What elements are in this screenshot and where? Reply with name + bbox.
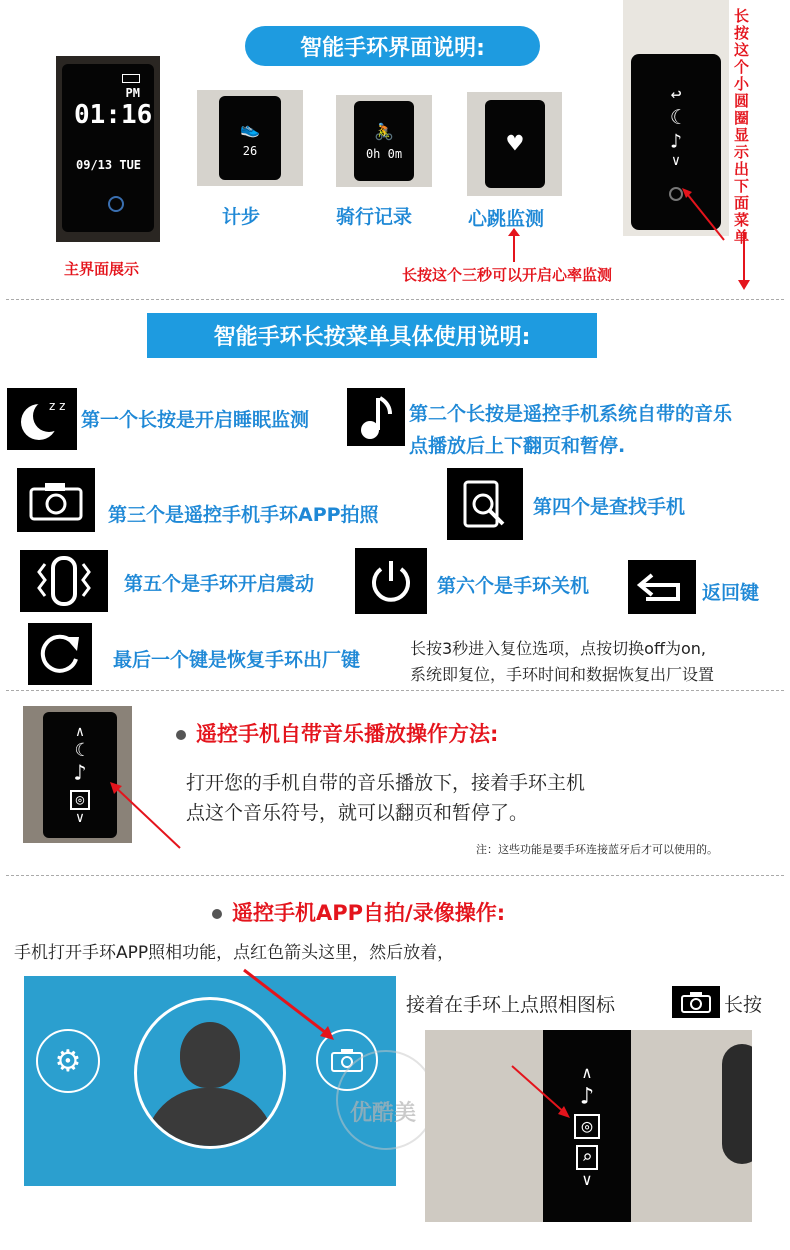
watermark-text: 优酷美 <box>350 1101 417 1126</box>
watermark-ring <box>336 1050 436 1150</box>
chevron-down-icon-music: ∨ <box>75 810 85 826</box>
section2-title: 智能手环长按菜单具体使用说明: <box>147 313 597 358</box>
camera-icon <box>17 468 95 532</box>
main-screen-photo <box>56 56 160 242</box>
heart-photo <box>467 92 562 196</box>
music-icon-small: ♪ <box>669 128 683 153</box>
bicycle-icon: 🚴 <box>374 121 394 141</box>
chevron-down-icon-2: ∨ <box>582 1170 592 1189</box>
heart-screen <box>485 100 545 188</box>
item6-text: 第六个是手环关机 <box>437 575 590 597</box>
music-icon-2: ♪ <box>579 1082 595 1110</box>
divider-1 <box>6 299 784 300</box>
battery-icon <box>122 74 140 83</box>
item8-text: 最后一个键是恢复手环出厂键 <box>113 649 361 671</box>
steps-screen <box>219 96 281 180</box>
power-icon <box>355 548 427 614</box>
music-pointer-arrow <box>108 780 184 852</box>
reset-note-1: 长按3秒进入复位选项，点按切换off为on, <box>410 639 707 658</box>
svg-text:z z: z z <box>49 399 66 413</box>
divider-2 <box>6 690 784 691</box>
main-screen <box>62 64 154 232</box>
camera-band-screen <box>543 1030 631 1222</box>
music-band-screen <box>43 712 117 838</box>
section1-title: 智能手环界面说明: <box>245 26 540 66</box>
section3-title <box>176 718 498 748</box>
camera-icon-inline <box>672 986 720 1018</box>
moon-icon-small: ☾ <box>669 104 683 129</box>
camera-icon-music: ◎ <box>70 790 90 810</box>
ride-label: 骑行记录 <box>336 206 413 228</box>
ride-photo <box>336 95 432 187</box>
chevron-up-icon-2: ∧ <box>582 1063 592 1082</box>
camera-band-photo <box>425 1030 752 1222</box>
camera-icon-2: ◎ <box>574 1114 601 1139</box>
item5-text: 第五个是手环开启震动 <box>124 573 315 595</box>
screen-time: 01:16 <box>74 100 153 130</box>
music-note-icon <box>347 388 405 446</box>
music-icon-music: ♪ <box>73 761 87 786</box>
item7-text: 返回键 <box>702 582 760 604</box>
section4-line1: 手机打开手环APP照相功能，点红色箭头这里，然后放着， <box>14 943 455 963</box>
screen-pm: PM <box>125 86 140 100</box>
dark-device-object <box>722 1044 752 1164</box>
back-arrow-icon-small: ↩ <box>670 83 682 105</box>
bullet-2 <box>212 909 222 919</box>
app-pointer-arrow <box>240 966 340 1046</box>
screen-date: 09/13 TUE <box>76 158 142 172</box>
heart-note-arrow <box>513 232 515 262</box>
chevron-up-icon: ∧ <box>75 724 85 740</box>
section4-title <box>212 897 505 927</box>
divider-3 <box>6 875 784 876</box>
item4-text: 第四个是查找手机 <box>533 496 686 518</box>
section3-body-1: 打开您的手机自带的音乐播放下，接着手环主机 <box>186 772 586 794</box>
section3-body-2: 点这个音乐符号，就可以翻页和暂停了。 <box>186 802 529 824</box>
reset-icon <box>28 623 92 685</box>
bullet <box>176 730 186 740</box>
item3-text: 第三个是遥控手机手环APP拍照 <box>108 504 379 526</box>
item1-text: 第一个长按是开启睡眠监测 <box>81 409 310 431</box>
heart-label: 心跳监测 <box>468 208 545 230</box>
ride-value: 0h 0m <box>365 146 403 161</box>
ride-screen <box>354 101 414 181</box>
steps-value: 26 <box>242 143 258 158</box>
settings-gear-icon[interactable]: ⚙ <box>36 1029 100 1093</box>
section4-title-text: 遥控手机APP自拍/录像操作: <box>232 901 506 925</box>
heart-icon: ♥ <box>507 129 523 159</box>
sleep-moon-icon <box>7 388 77 450</box>
vertical-down-arrow <box>736 232 752 292</box>
find-phone-icon <box>447 468 523 540</box>
home-button-circle <box>108 196 124 212</box>
longpress-vertical-text: 长按这个小圆圈显示出下面菜单 <box>734 7 750 246</box>
find-phone-icon-2: ⌕ <box>576 1145 599 1170</box>
main-screen-caption: 主界面展示 <box>64 260 140 278</box>
chevron-down-icon: ∨ <box>671 152 681 169</box>
item2-text2: 点播放后上下翻页和暂停. <box>409 435 626 457</box>
reset-note-2: 系统即复位，手环时间和数据恢复出厂设置 <box>410 665 715 684</box>
heart-note: 长按这个三秒可以开启心率监测 <box>402 266 613 284</box>
steps-label: 计步 <box>222 206 261 228</box>
back-arrow-icon <box>628 560 696 614</box>
shoe-icon: 👟 <box>240 118 260 138</box>
menu-pointer-arrow <box>680 186 730 246</box>
item2-text: 第二个长按是遥控手机系统自带的音乐 <box>409 403 733 425</box>
vibrate-icon <box>20 550 108 612</box>
band-pointer-arrow <box>508 1062 572 1120</box>
steps-photo <box>197 90 303 186</box>
section3-title-text: 遥控手机自带音乐播放操作方法: <box>196 722 499 746</box>
moon-icon-music: ☾ <box>74 740 86 761</box>
section4-line2a: 接着在手环上点照相图标 <box>406 994 616 1016</box>
section3-note: 注：这些功能是要手环连接蓝牙后才可以使用的。 <box>476 843 718 856</box>
section4-line2b: 长按 <box>724 994 763 1016</box>
heart-note-arrowhead <box>508 228 520 236</box>
